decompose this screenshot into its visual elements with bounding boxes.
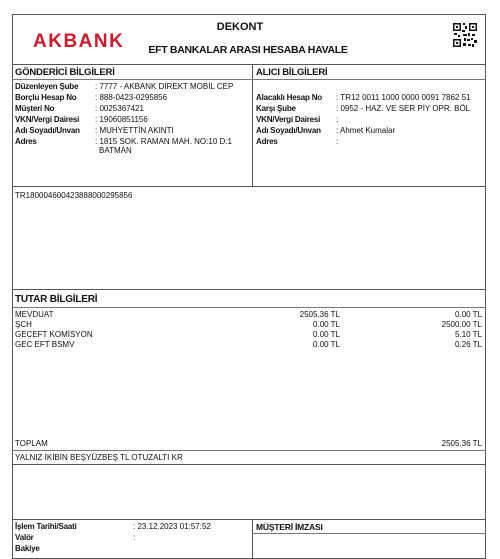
sender-account-value: : 888-0423-0295856 [95, 93, 168, 102]
signature-heading: MÜŞTERİ İMZASI [256, 522, 323, 532]
amount-row-label: GECEFT KOMİSYON [15, 330, 93, 339]
divider [12, 307, 486, 308]
sender-address-line2: BATMAN [99, 146, 132, 155]
amount-row-label: GEC EFT BSMV [15, 340, 75, 349]
amounts-heading: TUTAR BİLGİLERİ [15, 294, 98, 305]
amount-row-value: 0.00 TL [313, 320, 340, 329]
transaction-date-label: İşlem Tarihi/Saati [15, 522, 77, 531]
bank-logo: AKBANK [33, 31, 125, 52]
divider [252, 64, 253, 186]
divider [12, 464, 486, 465]
document-title: DEKONT [216, 21, 264, 33]
sender-branch-label: Düzenleyen Şube [15, 82, 79, 91]
divider [252, 519, 253, 559]
receiver-account-label: Alacaklı Hesap No [256, 93, 322, 102]
sender-address-value: : 1815 SOK. RAMAN MAH. NO:10 D:1 [95, 137, 232, 146]
sender-heading: GÖNDERİCİ BİLGİLERİ [15, 67, 115, 78]
amount-in-words: YALNIZ İKİBİN BEŞYÜZBEŞ TL OTUZALTI KR [15, 453, 183, 462]
valor-value: : [133, 533, 136, 542]
divider [12, 186, 486, 187]
qr-code-icon [452, 22, 478, 48]
divider [12, 79, 486, 80]
amount-row-value2: 2500.00 TL [441, 320, 482, 329]
customer-no-value: : 0025367421 [95, 104, 144, 113]
divider [12, 519, 486, 520]
transaction-type: EFT BANKALAR ARASI HESABA HAVALE [148, 44, 348, 56]
receiver-address-value: : [336, 137, 339, 146]
receiver-tax-label: VKN/Vergi Dairesi [256, 115, 321, 124]
transaction-date-value: : 23.12.2023 01:57:52 [133, 522, 211, 531]
sender-account-label: Borçlu Hesap No [15, 93, 77, 102]
sender-tax-label: VKN/Vergi Dairesi [15, 115, 80, 124]
total-value: 2505.36 TL [441, 439, 482, 448]
sender-address-label: Adres [15, 137, 37, 146]
receiver-branch-value: : 0952 - HAZ. VE SER PİY OPR. BÖL [336, 104, 471, 113]
sender-branch-value: : 7777 - AKBANK DİREKT MOBİL CEP [95, 82, 234, 91]
divider [12, 64, 486, 65]
sender-name-label: Adı Soyadı/Unvan [15, 126, 80, 135]
amount-row-value2: 0.00 TL [455, 310, 482, 319]
receiver-account-value: : TR12 0011 1000 0000 0091 7862 51 [336, 93, 471, 102]
amount-row-label: MEVDUAT [15, 310, 54, 319]
valor-label: Valör [15, 533, 34, 542]
sender-tax-value: : 19060851156 [95, 115, 148, 124]
amount-row-value: 0.00 TL [313, 340, 340, 349]
amount-row-value: 2505.36 TL [299, 310, 340, 319]
receiver-address-label: Adres [256, 137, 278, 146]
divider [12, 450, 486, 451]
receiver-branch-label: Karşı Şube [256, 104, 296, 113]
amount-row-value2: 5.10 TL [455, 330, 482, 339]
receiver-tax-value: : [336, 115, 339, 124]
total-label: TOPLAM [15, 439, 48, 448]
receiver-name-label: Adı Soyadı/Unvan [256, 126, 321, 135]
receiver-name-value: : Ahmet Kumalar [336, 126, 396, 135]
balance-label: Bakiye [15, 544, 40, 553]
receiver-heading: ALICI BİLGİLERİ [256, 67, 328, 78]
divider [252, 533, 486, 534]
sender-name-value: : MUHYETTİN AKINTI [95, 126, 174, 135]
amount-row-value2: 0.26 TL [455, 340, 482, 349]
divider [12, 289, 486, 290]
transaction-description: TR180004600423888000295856 [15, 191, 133, 200]
amount-row-label: ŞCH [15, 320, 32, 329]
customer-no-label: Müşteri No [15, 104, 55, 113]
amount-row-value: 0.00 TL [313, 330, 340, 339]
